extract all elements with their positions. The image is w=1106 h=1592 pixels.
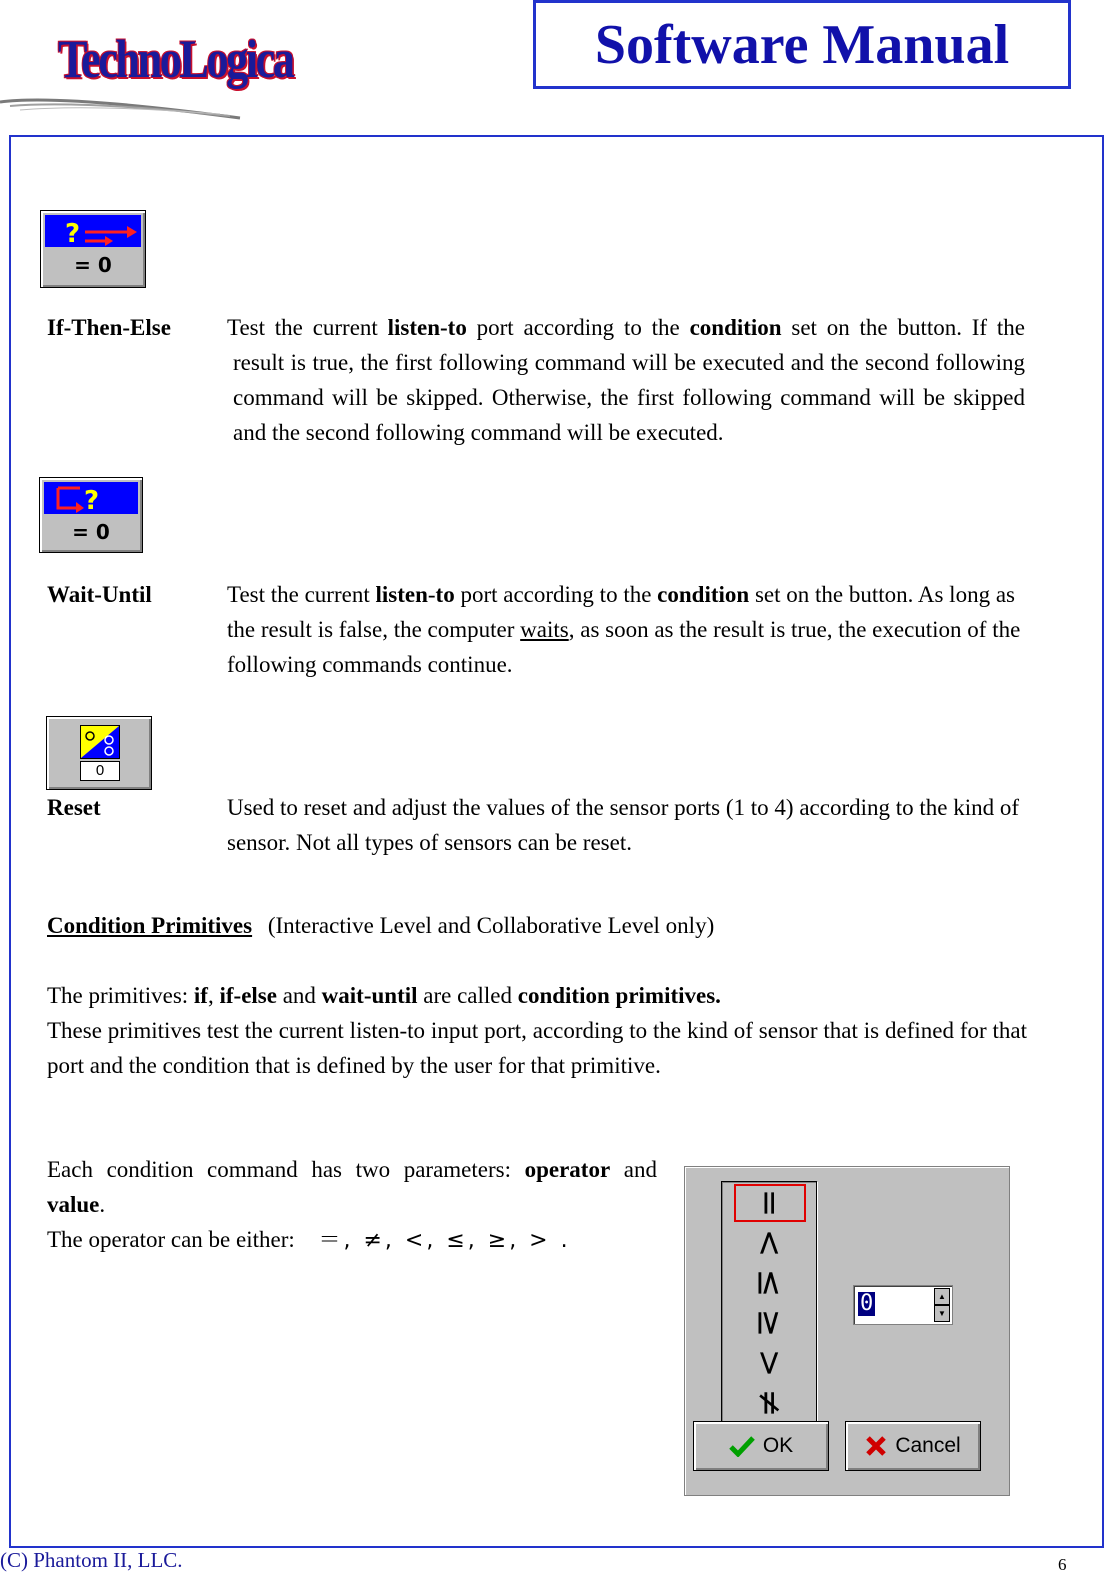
condition-primitives-heading: Condition Primitives — [47, 913, 253, 938]
copyright-footer: (C) Phantom II, LLC. — [0, 1548, 183, 1572]
reset-button[interactable] — [46, 716, 152, 790]
operator-option-greater-equal[interactable]: ≥ — [749, 1308, 789, 1338]
wait-until-value: = 0 — [72, 520, 110, 544]
cancel-button[interactable]: Cancel — [845, 1421, 981, 1471]
reset-value: 0 — [80, 761, 120, 781]
condition-primitives-note: (Interactive Level and Collaborative Level only) — [267, 913, 715, 938]
reset-sensor-icon — [80, 725, 120, 759]
page-number: 6 — [1058, 1555, 1067, 1574]
ok-button[interactable]: OK — [693, 1421, 829, 1471]
reset-description: Used to reset and adjust the values of the sensor ports (1 to 4) according to the kind of sensor. Not all types of sensors can be reset. — [227, 795, 1020, 855]
if-then-else-value: = 0 — [74, 253, 112, 277]
cross-icon — [865, 1435, 887, 1457]
logo-text: TechnoLogica — [58, 29, 293, 89]
value-input[interactable] — [853, 1285, 953, 1325]
if-then-else-icon — [45, 215, 141, 247]
operator-list[interactable] — [721, 1181, 817, 1429]
wait-until-icon — [44, 482, 138, 514]
svg-text:?: ? — [65, 219, 81, 247]
condition-primitives-heading-row — [47, 908, 1047, 943]
operator-option-less[interactable]: < — [749, 1228, 789, 1258]
svg-text:?: ? — [84, 486, 100, 514]
reset-term: Reset — [47, 795, 101, 820]
technologica-logo — [0, 10, 293, 130]
operator-symbols: ＝, ≠, <, ≤, ≥, > . — [318, 1228, 571, 1253]
spin-down-button[interactable]: ▼ — [934, 1305, 950, 1322]
if-then-else-term: If-Then-Else — [47, 315, 171, 340]
primitives-description: These primitives test the current listen-to input port, according to the kind of sensor that is defined for that port and the condition that is defined by the user for that primitive. — [47, 1018, 1027, 1078]
checkmark-icon — [729, 1435, 755, 1457]
operator-option-greater[interactable]: > — [749, 1348, 789, 1378]
primitives-intro: The primitives: if, if-else and wait-until are called condition primitives. — [47, 983, 721, 1008]
parameters-paragraph: Each condition command has two parameters: operator and value. — [47, 1157, 657, 1217]
wait-until-term: Wait-Until — [47, 582, 152, 607]
condition-dialog — [684, 1166, 1010, 1496]
logo-swoosh-icon — [0, 90, 250, 120]
value-text: 0 — [860, 1291, 874, 1316]
manual-title: Software Manual — [533, 0, 1071, 89]
operator-option-not-equal[interactable]: ≠ — [749, 1388, 789, 1418]
operator-option-less-equal[interactable]: ≤ — [749, 1268, 789, 1298]
operator-list-line: The operator can be either: ＝, ≠, <, ≤, ≥, > . — [47, 1227, 571, 1253]
operator-option-equal[interactable]: = — [749, 1188, 789, 1218]
wait-until-button[interactable] — [39, 477, 143, 553]
if-then-else-button[interactable] — [40, 210, 146, 288]
wait-until-description: Test the current listen-to port according to the condition set on the button. As long as the result is false, the computer waits, as soon as the result is true, the execution of the following commands continue. — [227, 582, 1021, 677]
spin-up-button[interactable]: ▲ — [934, 1288, 950, 1305]
if-then-else-description: Test the current listen-to port according to the condition set on the button. If the result is true, the first following command will be executed and the second following command will be skipped. Otherwise, the first following command will be skipped and the second following command will be executed. — [227, 315, 1025, 445]
